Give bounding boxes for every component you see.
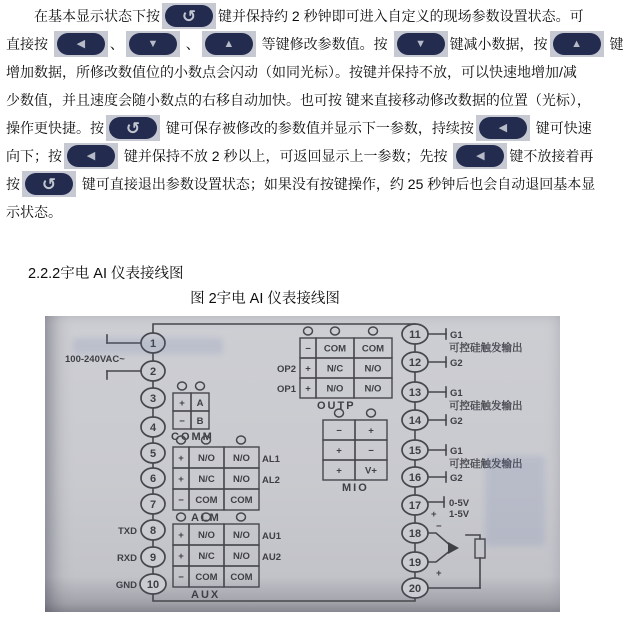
- paragraph-text: 少数值，并且速度会随小数点的右移自动加快。也可按 键来直接移动修改数据的位置（光标），: [6, 92, 591, 108]
- svg-text:15: 15: [408, 445, 422, 457]
- svg-text:+: +: [178, 530, 184, 541]
- svg-text:+: +: [178, 551, 184, 562]
- svg-text:+: +: [336, 445, 342, 457]
- aux-title: AUX: [191, 589, 221, 601]
- au2-label: AU2: [262, 552, 282, 563]
- paragraph-line: [6, 58, 602, 86]
- paragraph-text: 、: [181, 36, 200, 52]
- svg-text:17: 17: [408, 500, 422, 512]
- figure-caption: 图 2宇电 AI 仪表接线图: [190, 291, 340, 307]
- svg-text:19: 19: [408, 557, 422, 569]
- left-key-image: [54, 31, 108, 57]
- cycle-icon: ↺: [109, 117, 157, 139]
- power-label: 100-240VAC~: [65, 354, 125, 365]
- paragraph-line: [6, 142, 602, 170]
- svg-text:+: +: [305, 383, 311, 395]
- cycle-icon: ↺: [165, 5, 213, 27]
- svg-text:+: +: [305, 363, 311, 375]
- svg-text:B: B: [196, 416, 204, 427]
- svg-text:20: 20: [408, 583, 422, 595]
- down-key-image: [126, 31, 180, 57]
- svg-text:1: 1: [149, 338, 157, 350]
- g2-label: G2: [450, 358, 463, 369]
- svg-text:6: 6: [149, 473, 157, 485]
- svg-text:18: 18: [408, 528, 422, 540]
- left-key-image: [476, 115, 530, 141]
- paragraph-text: 示状态。: [6, 204, 62, 220]
- svg-text:8: 8: [149, 525, 157, 537]
- svg-text:N/O: N/O: [233, 453, 250, 464]
- svg-text:7: 7: [149, 499, 157, 511]
- svg-text:COM: COM: [195, 572, 218, 583]
- svg-text:+: +: [179, 398, 185, 409]
- svg-text:N/O: N/O: [198, 530, 215, 541]
- g2-label: G2: [450, 416, 463, 427]
- svg-text:−: −: [368, 445, 374, 457]
- svg-text:4: 4: [149, 422, 157, 434]
- au1-label: AU1: [262, 531, 282, 542]
- paragraph-text: 在基本显示状态下按: [34, 8, 160, 24]
- up-key-image: [202, 31, 256, 57]
- left-key-image: [453, 143, 507, 169]
- svg-text:N/O: N/O: [364, 363, 382, 375]
- plus-label: +: [431, 509, 437, 520]
- g2-label: G2: [450, 473, 463, 484]
- svg-text:N/C: N/C: [198, 551, 215, 562]
- paragraph-text: 键可快速: [531, 120, 592, 136]
- g1-label: G1: [450, 330, 463, 341]
- cycle-key-image: [106, 115, 160, 141]
- svg-text:−: −: [178, 572, 184, 583]
- svg-text:N/O: N/O: [233, 530, 250, 541]
- up-key-image: [550, 31, 604, 57]
- svg-text:2: 2: [149, 366, 157, 378]
- op1-label: OP1: [276, 384, 296, 395]
- svg-text:11: 11: [409, 329, 421, 341]
- svg-text:N/O: N/O: [233, 551, 250, 562]
- outp-title: OUTP: [317, 400, 356, 412]
- svg-text:+: +: [178, 453, 184, 464]
- plus-label: +: [436, 568, 442, 579]
- svg-text:N/O: N/O: [198, 453, 215, 464]
- svg-text:COM: COM: [230, 495, 253, 506]
- left-icon: ◀: [456, 145, 504, 167]
- al1-label: AL1: [262, 454, 280, 465]
- svg-text:N/C: N/C: [198, 474, 215, 485]
- photo-artifact: [485, 456, 545, 546]
- paragraph-line: [6, 114, 602, 142]
- down-icon: ▼: [129, 33, 177, 55]
- paragraph-line: [6, 2, 602, 30]
- paragraph-text: 等键修改参数值。按: [257, 36, 392, 52]
- left-icon: ◀: [67, 145, 115, 167]
- up-icon: ▲: [553, 33, 601, 55]
- paragraph-text: 键不放接着再: [509, 148, 594, 164]
- svg-text:V+: V+: [365, 465, 377, 477]
- svg-text:N/O: N/O: [364, 383, 382, 395]
- paragraph-text: 增加数据，所修改数值位的小数点会闪动（如同光标）。按键并保持不放，可以快速地增加/减: [6, 64, 577, 80]
- paragraph: [6, 2, 623, 226]
- section-heading: 2.2.2宇电 AI 仪表接线图: [28, 266, 184, 282]
- svg-text:5: 5: [149, 448, 157, 460]
- paragraph-text: 键减小数据，按: [449, 36, 548, 52]
- paragraph-text: 操作更快捷。按: [6, 120, 104, 136]
- down-icon: ▼: [397, 33, 445, 55]
- paragraph-text: 键并保持约 2 秒钟即可进入自定义的现场参数设置状态。可: [218, 8, 584, 24]
- left-icon: ◀: [479, 117, 527, 139]
- paragraph-line: [6, 30, 623, 58]
- v-range-top: 0-5V: [449, 498, 470, 509]
- svg-text:9: 9: [149, 552, 157, 564]
- svg-text:+: +: [178, 474, 184, 485]
- wiring-diagram: [45, 316, 560, 612]
- svg-text:3: 3: [149, 393, 157, 405]
- alm-title: ALM: [191, 512, 221, 524]
- paragraph-line: [6, 170, 602, 198]
- mio-title: MIO: [342, 482, 369, 494]
- paragraph-text: 向下；按: [6, 148, 62, 164]
- svg-text:A: A: [196, 398, 204, 409]
- scr-output-label: 可控硅触发输出: [449, 342, 523, 354]
- cycle-key-image: [162, 3, 216, 29]
- paragraph-text: 键可直接退出参数设置状态；如果没有按键操作，约 25 秒钟后也会自动退回基本显: [78, 176, 596, 192]
- svg-text:+: +: [336, 465, 342, 477]
- cycle-icon: ↺: [25, 173, 73, 195]
- paragraph-line: [6, 86, 602, 114]
- cycle-key-image: [22, 171, 76, 197]
- paragraph-text: 键并保持不放 2 秒以上，可返回显示上一参数；先按: [120, 148, 452, 164]
- svg-text:N/O: N/O: [233, 474, 250, 485]
- svg-text:14: 14: [408, 415, 422, 427]
- svg-text:−: −: [305, 343, 311, 355]
- g1-label: G1: [450, 388, 463, 399]
- paragraph-text: 键: [605, 36, 623, 52]
- scr-output-label: 可控硅触发输出: [449, 458, 523, 470]
- svg-text:COM: COM: [230, 572, 253, 583]
- svg-text:+: +: [368, 425, 374, 437]
- txd-label: TXD: [118, 526, 137, 537]
- top-bus-line: [153, 324, 415, 338]
- paragraph-text: 、: [109, 36, 124, 52]
- paragraph-text: 键可保存被修改的参数值并显示下一参数，持续按: [162, 120, 474, 136]
- resistor: [475, 539, 485, 558]
- svg-text:10: 10: [146, 579, 160, 591]
- svg-text:N/C: N/C: [326, 363, 344, 375]
- v-range-bottom: 1-5V: [449, 509, 470, 520]
- wiring-photo: [45, 316, 560, 612]
- up-icon: ▲: [205, 33, 253, 55]
- svg-text:−: −: [336, 425, 342, 437]
- op2-label: OP2: [276, 364, 296, 375]
- svg-text:COM: COM: [195, 495, 218, 506]
- paragraph-text: 按: [6, 176, 20, 192]
- left-icon: ◀: [57, 33, 105, 55]
- svg-text:−: −: [179, 416, 185, 427]
- sensor-arrow: [448, 542, 459, 554]
- paragraph-text: 直接按: [6, 36, 52, 52]
- gnd-label: GND: [115, 580, 137, 591]
- rxd-label: RXD: [116, 553, 137, 564]
- svg-text:12: 12: [408, 357, 422, 369]
- scr-output-label: 可控硅触发输出: [449, 400, 523, 412]
- svg-text:N/O: N/O: [326, 383, 344, 395]
- svg-text:16: 16: [408, 472, 422, 484]
- paragraph-line: [6, 198, 602, 226]
- svg-text:COM: COM: [323, 343, 347, 355]
- comm-title: COMM: [171, 431, 214, 443]
- g1-label: G1: [450, 446, 463, 457]
- down-key-image: [394, 31, 448, 57]
- svg-text:13: 13: [408, 387, 422, 399]
- svg-text:−: −: [178, 495, 184, 506]
- left-key-image: [64, 143, 118, 169]
- svg-text:COM: COM: [361, 343, 385, 355]
- minus-label: −: [436, 521, 442, 532]
- photo-artifact: [73, 338, 223, 354]
- al2-label: AL2: [262, 475, 280, 486]
